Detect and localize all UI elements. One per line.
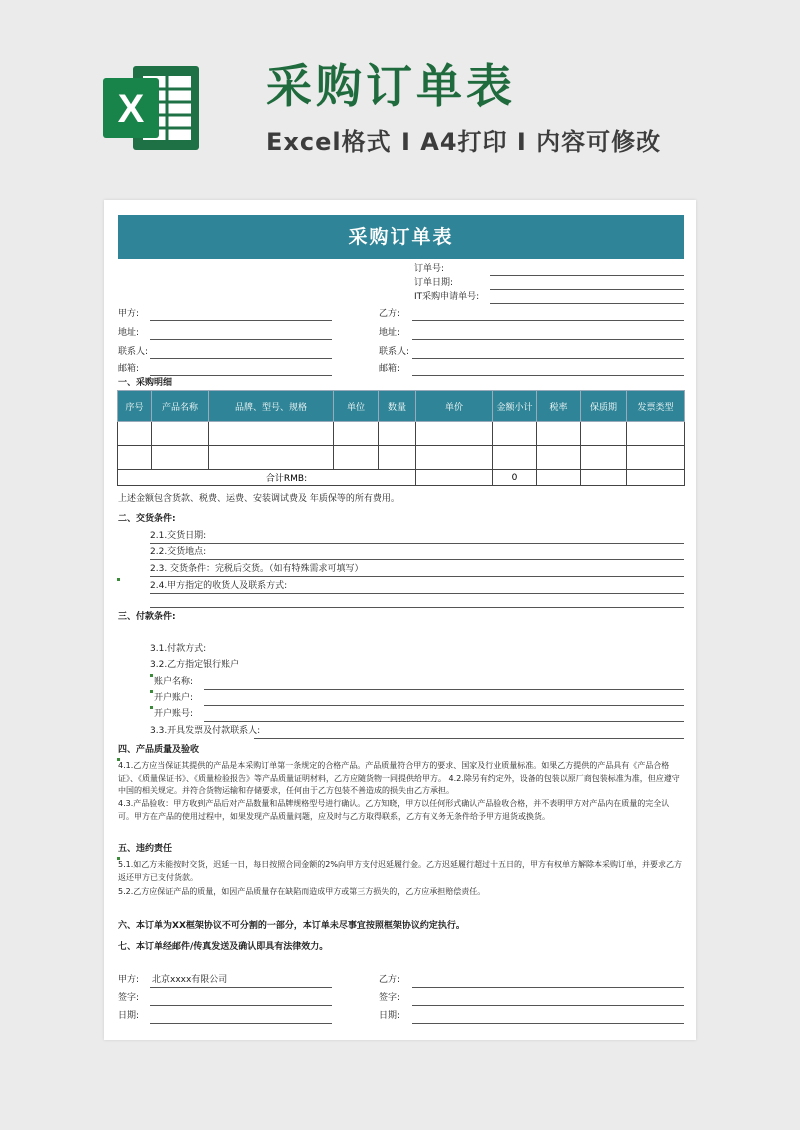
promo-title: 采购订单表 [266, 59, 516, 113]
col-header: 金额小计 [493, 391, 537, 422]
table-row [118, 446, 685, 470]
order-field-label: 订单号: [414, 264, 445, 274]
col-header: 单位 [334, 391, 379, 422]
party-a-address-line[interactable] [150, 339, 332, 340]
sign-party-a-line[interactable] [150, 987, 332, 988]
table-cell[interactable] [581, 422, 627, 446]
col-header: 序号 [118, 391, 152, 422]
party-b-line[interactable] [412, 320, 684, 321]
it-request-number-line[interactable] [490, 303, 684, 304]
order-number-line[interactable] [490, 275, 684, 276]
delivery-place-line[interactable] [150, 559, 684, 560]
table-cell[interactable] [537, 470, 581, 486]
packaging-clause-text: 4.2.除另有约定外，设备的包装以原厂商包装标准为准，但应遵守中国的相关规定。并符合货物运输和存储要求，任何由于乙方包装不善造成的损失由乙方承担。 [118, 773, 680, 795]
sign-a-signature-label: 签字: [118, 993, 140, 1003]
bank-account-label: 3.2.乙方指定银行账户 [150, 660, 240, 670]
table-row [118, 422, 685, 446]
table-cell[interactable] [209, 422, 334, 446]
invoice-contact-label: 3.3.开具发票及付款联系人: [150, 726, 261, 736]
sign-party-a-value: 北京xxxx有限公司 [152, 975, 228, 985]
col-header: 单价 [416, 391, 493, 422]
sign-b-date-label: 日期: [379, 1011, 401, 1021]
cell-marker-icon [150, 674, 153, 677]
party-a-contact-label: 联系人: [118, 347, 149, 357]
table-cell[interactable] [379, 446, 416, 470]
col-header: 保质期 [581, 391, 627, 422]
quality-clause-1 [118, 760, 684, 798]
col-header: 数量 [379, 391, 416, 422]
table-cell[interactable] [416, 470, 493, 486]
receiver-label: 2.4.甲方指定的收货人及联系方式: [150, 581, 288, 591]
party-a-email-label: 邮箱: [118, 364, 140, 374]
party-b-contact-label: 联系人: [379, 347, 410, 357]
quality-clause-1-text: 4.1.乙方应当保证其提供的产品是本采购订单第一条规定的合格产品。产品质量符合甲方的要求、国家及行业质量标准。如果乙方提供的产品具有《产品合格证》、《质量保证书》、《质量检验报告》等产品质量证明材料，乙方应随货物一同提供给甲方。 [118, 761, 670, 783]
col-header: 税率 [537, 391, 581, 422]
promo-header [0, 0, 800, 200]
order-field-label: 订单日期: [414, 278, 454, 288]
doc-banner: 采购订单表 [118, 215, 684, 259]
table-cell[interactable] [581, 446, 627, 470]
party-a-email-line[interactable] [150, 375, 332, 376]
excel-icon [103, 60, 203, 156]
col-header: 产品名称 [152, 391, 209, 422]
section-2-title: 二、交货条件: [118, 514, 176, 524]
table-cell[interactable] [334, 422, 379, 446]
table-total-row [118, 470, 685, 486]
sign-a-date-label: 日期: [118, 1011, 140, 1021]
table-cell[interactable] [334, 446, 379, 470]
order-date-line[interactable] [490, 289, 684, 290]
delivery-date-label: 2.1.交货日期: [150, 531, 207, 541]
party-b-address-line[interactable] [412, 339, 684, 340]
document-sheet [104, 200, 696, 1040]
excel-logo-letter: X [117, 87, 145, 131]
order-field-label: IT采购申请单号: [414, 292, 480, 302]
party-a-contact-line[interactable] [150, 358, 332, 359]
acceptance-clause: 4.3.产品验收：甲方收到产品后对产品数量和品牌规格型号进行确认。乙方知晓，甲方以任何形式确认产品验收合格，并不表明甲方对产品内在质量的完全认可。甲方在产品的使用过程中，如果发现产品质量问题，应及时与乙方取得联系，乙方有义务无条件给予甲方退货或换货。 [118, 799, 670, 821]
party-b-label: 乙方: [379, 309, 401, 319]
breach-clause-2: 5.2.乙方应保证产品的质量，如因产品质量存在缺陷而造成甲方或第三方损失的，乙方应承担赔偿责任。 [118, 887, 486, 896]
account-number-label: 开户账号: [154, 709, 194, 719]
section-6-text: 六、本订单为XX框架协议不可分割的一部分，本订单未尽事宜按照框架协议约定执行。 [118, 921, 465, 931]
sign-a-date-line[interactable] [150, 1023, 332, 1024]
party-b-address-label: 地址: [379, 328, 401, 338]
table-cell[interactable] [152, 446, 209, 470]
col-header: 品牌、型号、规格 [209, 391, 334, 422]
delivery-terms-label: 2.3. 交货条件：完税后交货。（如有特殊需求可填写） [150, 564, 364, 574]
receiver-extra-line[interactable] [150, 607, 684, 608]
breach-clause-1: 5.1.如乙方未能按时交货，迟延一日，每日按照合同金额的2%向甲方支付迟延履行金。乙方迟延履行超过十五日的，甲方有权单方解除本采购订单，并要求乙方返还甲方已支付货款。 [118, 860, 682, 882]
section-5-title: 五、违约责任 [118, 844, 173, 854]
purchase-detail-table [117, 390, 685, 486]
party-b-email-label: 邮箱: [379, 364, 401, 374]
table-cell[interactable] [581, 470, 627, 486]
sign-a-signature-line[interactable] [150, 1005, 332, 1006]
cell-marker-icon [150, 690, 153, 693]
party-a-address-label: 地址: [118, 328, 140, 338]
cell-marker-icon [150, 706, 153, 709]
receiver-line[interactable] [150, 593, 684, 594]
table-cell[interactable] [627, 422, 685, 446]
section-1-title: 一、采购明细 [118, 378, 173, 388]
open-account-label: 开户账户: [154, 693, 194, 703]
table-cell[interactable] [493, 446, 537, 470]
table-cell[interactable] [493, 422, 537, 446]
sign-party-b-label: 乙方: [379, 975, 401, 985]
invoice-contact-line[interactable] [254, 738, 684, 739]
open-account-line[interactable] [204, 705, 684, 706]
sign-party-a-label: 甲方: [118, 975, 140, 985]
sign-party-b-line[interactable] [412, 987, 684, 988]
delivery-date-line[interactable] [150, 543, 684, 544]
section-3-title: 三、付款条件: [118, 612, 176, 622]
table-cell[interactable] [416, 422, 493, 446]
sign-b-date-line[interactable] [412, 1023, 684, 1024]
total-value-cell: 0 [493, 470, 537, 486]
party-b-email-line[interactable] [412, 375, 684, 376]
table-cell[interactable] [152, 422, 209, 446]
sign-b-signature-line[interactable] [412, 1005, 684, 1006]
cell-marker-icon [117, 578, 120, 581]
party-b-contact-line[interactable] [412, 358, 684, 359]
table-cell[interactable] [209, 446, 334, 470]
col-header: 发票类型 [627, 391, 685, 422]
party-a-label: 甲方: [118, 309, 140, 319]
table-cell[interactable] [537, 446, 581, 470]
account-name-label: 账户名称: [154, 677, 194, 687]
fee-note: 上述金额包含货款、税费、运费、安装调试费及 年质保等的所有费用。 [118, 494, 400, 504]
table-header-row [118, 391, 685, 422]
promo-subtitle: Excel格式 I A4打印 I 内容可修改 [266, 128, 662, 156]
sign-b-signature-label: 签字: [379, 993, 401, 1003]
table-cell[interactable] [118, 422, 152, 446]
table-cell[interactable] [627, 446, 685, 470]
party-a-line[interactable] [150, 320, 332, 321]
account-name-line[interactable] [204, 689, 684, 690]
total-label-cell: 合计RMB: [118, 470, 416, 486]
delivery-place-label: 2.2.交货地点: [150, 547, 207, 557]
table-cell[interactable] [537, 422, 581, 446]
table-cell[interactable] [416, 446, 493, 470]
section-4-title: 四、产品质量及验收 [118, 745, 200, 755]
table-cell[interactable] [379, 422, 416, 446]
table-cell[interactable] [627, 470, 685, 486]
payment-method-label: 3.1.付款方式: [150, 644, 207, 654]
account-number-line[interactable] [204, 721, 684, 722]
section-7-text: 七、本订单经邮件/传真发送及确认即具有法律效力。 [118, 942, 329, 952]
table-cell[interactable] [118, 446, 152, 470]
delivery-terms-line[interactable] [150, 576, 684, 577]
